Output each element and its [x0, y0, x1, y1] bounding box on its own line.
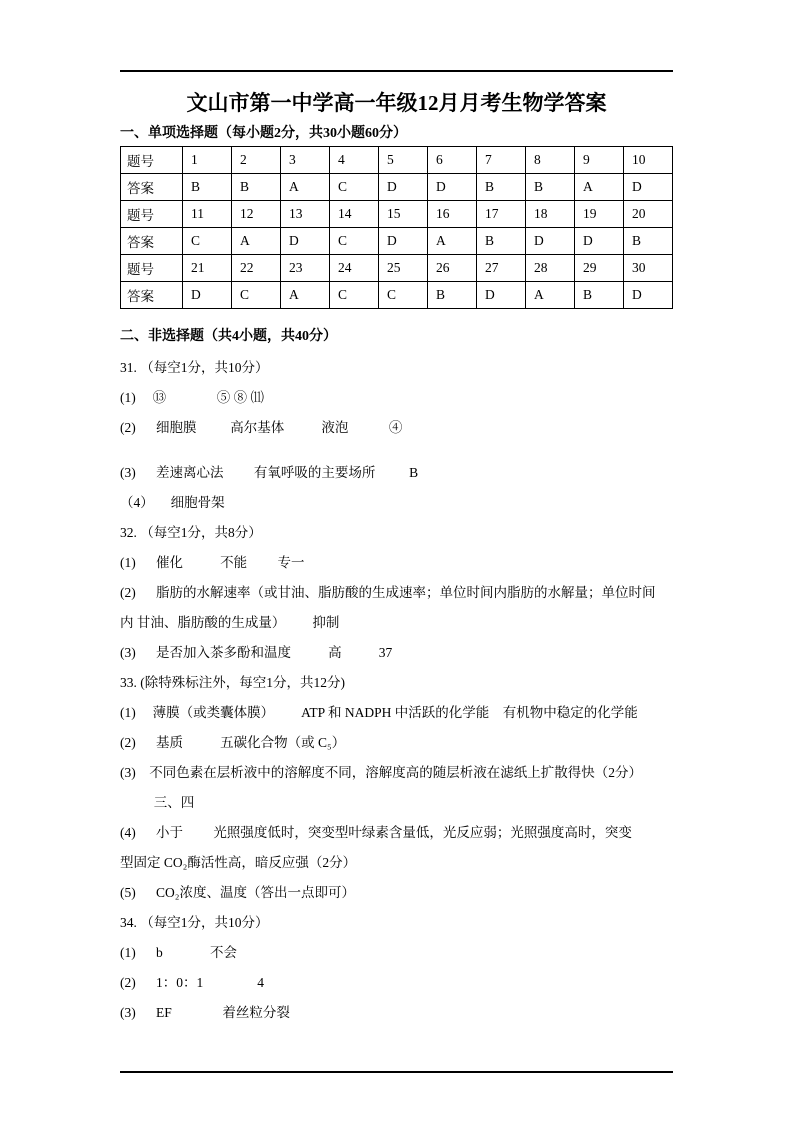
- question-number-cell: 20: [624, 201, 673, 228]
- question-number-cell: 15: [379, 201, 428, 228]
- question-number-cell: 28: [526, 255, 575, 282]
- table-row: [121, 147, 673, 174]
- answer-cell: A: [526, 282, 575, 309]
- question-number-cell: 6: [428, 147, 477, 174]
- question-number-cell: 30: [624, 255, 673, 282]
- answer-line-q32-3: (3) 是否加入茶多酚和温度 高 37: [120, 645, 393, 660]
- question-number-cell: 1: [183, 147, 232, 174]
- section2-heading: 二、非选择题（共4小题，共40分）: [120, 329, 337, 344]
- question-number-cell: 29: [575, 255, 624, 282]
- answer-line-q32-1: (1) 催化 不能 专一: [120, 555, 305, 570]
- answer-cell: C: [330, 282, 379, 309]
- question-number-cell: 22: [232, 255, 281, 282]
- answer-cell: B: [477, 174, 526, 201]
- footer-rule: [120, 1071, 673, 1073]
- row-label-cell: 答案: [121, 228, 183, 255]
- answer-line-q31-1: (1) ⑬ ⑤ ⑧ ⑾: [120, 390, 264, 405]
- question-number-cell: 24: [330, 255, 379, 282]
- question-number-cell: 14: [330, 201, 379, 228]
- question-number-cell: 27: [477, 255, 526, 282]
- answer-cell: A: [232, 228, 281, 255]
- question-number-cell: 2: [232, 147, 281, 174]
- answer-cell: D: [281, 228, 330, 255]
- question-number-cell: 18: [526, 201, 575, 228]
- question-number-cell: 26: [428, 255, 477, 282]
- answer-line-q33-4-cont: 型固定 CO₂酶活性高，暗反应强（2分）: [120, 855, 357, 870]
- answer-cell: C: [330, 228, 379, 255]
- answer-cell: D: [526, 228, 575, 255]
- question-number-cell: 21: [183, 255, 232, 282]
- answer-cell: A: [281, 282, 330, 309]
- answer-cell: C: [379, 282, 428, 309]
- question-number-cell: 3: [281, 147, 330, 174]
- table-row: [121, 255, 673, 282]
- answer-cell: D: [379, 228, 428, 255]
- answer-line-q31-3: (3) 差速离心法 有氧呼吸的主要场所 B: [120, 465, 419, 480]
- answer-line-q31-2: (2) 细胞膜 高尔基体 液泡 ④: [120, 420, 403, 435]
- answer-line-q33-3: (3) 不同色素在层析液中的溶解度不同，溶解度高的随层析液在滤纸上扩散得快（2分）: [120, 765, 642, 780]
- answer-cell: B: [575, 282, 624, 309]
- answer-line-q33-4: (4) 小于 光照强度低时，突变型叶绿素含量低，光反应弱；光照强度高时，突变: [120, 825, 632, 840]
- answer-line-q34-header: 34. （每空1分，共10分）: [120, 915, 269, 930]
- answer-line-q32-header: 32. （每空1分，共8分）: [120, 525, 262, 540]
- question-number-cell: 4: [330, 147, 379, 174]
- answer-line-q32-2: (2) 脂肪的水解速率（或甘油、脂肪酸的生成速率；单位时间内脂肪的水解量；单位时间: [120, 585, 656, 600]
- answer-cell: C: [183, 228, 232, 255]
- answer-table: [120, 146, 673, 309]
- question-number-cell: 16: [428, 201, 477, 228]
- question-number-cell: 13: [281, 201, 330, 228]
- answer-cell: D: [428, 174, 477, 201]
- answer-cell: D: [477, 282, 526, 309]
- answer-cell: A: [281, 174, 330, 201]
- page-title: 文山市第一中学高一年级12月月考生物学答案: [186, 91, 607, 115]
- table-row: [121, 228, 673, 255]
- answer-cell: B: [526, 174, 575, 201]
- answer-cell: D: [379, 174, 428, 201]
- question-number-cell: 23: [281, 255, 330, 282]
- question-number-cell: 7: [477, 147, 526, 174]
- question-number-cell: 12: [232, 201, 281, 228]
- question-number-cell: 10: [624, 147, 673, 174]
- answer-cell: A: [428, 228, 477, 255]
- table-row: [121, 174, 673, 201]
- answer-cell: C: [330, 174, 379, 201]
- free-response-answers: [120, 353, 673, 1028]
- row-label-cell: 答案: [121, 282, 183, 309]
- answer-line-q33-5: (5) CO₂浓度、温度（答出一点即可）: [120, 885, 355, 900]
- row-label-cell: 题号: [121, 201, 183, 228]
- answer-line-q34-2: (2) 1：0：1 4: [120, 975, 264, 990]
- question-number-cell: 8: [526, 147, 575, 174]
- answer-cell: D: [624, 174, 673, 201]
- answer-cell: D: [624, 282, 673, 309]
- answer-cell: D: [575, 228, 624, 255]
- answer-cell: B: [428, 282, 477, 309]
- table-row: [121, 201, 673, 228]
- answer-cell: B: [232, 174, 281, 201]
- answer-line-q33-header: 33. (除特殊标注外，每空1分，共12分): [120, 675, 345, 690]
- row-label-cell: 题号: [121, 147, 183, 174]
- answer-line-q34-3: (3) EF 着丝粒分裂: [120, 1005, 290, 1020]
- question-number-cell: 19: [575, 201, 624, 228]
- answer-line-q33-3-cont: 三、四: [120, 795, 195, 810]
- answer-line-q33-1: (1) 薄膜（或类囊体膜） ATP 和 NADPH 中活跃的化学能 有机物中稳定的化学能: [120, 705, 638, 720]
- answer-cell: C: [232, 282, 281, 309]
- answer-cell: B: [477, 228, 526, 255]
- answer-line-q31-header: 31. （每空1分，共10分）: [120, 360, 269, 375]
- answer-cell: B: [183, 174, 232, 201]
- document-content: [120, 72, 673, 1028]
- answer-cell: D: [183, 282, 232, 309]
- answer-cell: A: [575, 174, 624, 201]
- answer-line-q34-1: (1) b 不会: [120, 945, 237, 960]
- row-label-cell: 答案: [121, 174, 183, 201]
- table-row: [121, 282, 673, 309]
- section1-heading: 一、单项选择题（每小题2分，共30小题60分）: [120, 126, 407, 141]
- question-number-cell: 5: [379, 147, 428, 174]
- question-number-cell: 17: [477, 201, 526, 228]
- answer-line-q33-2: (2) 基质 五碳化合物（或 C₅）: [120, 735, 346, 750]
- row-label-cell: 题号: [121, 255, 183, 282]
- answer-line-q31-4: （4） 细胞骨架: [120, 495, 225, 510]
- question-number-cell: 9: [575, 147, 624, 174]
- question-number-cell: 11: [183, 201, 232, 228]
- answer-cell: B: [624, 228, 673, 255]
- answer-line-q32-2-cont: 内 甘油、脂肪酸的生成量） 抑制: [120, 615, 340, 630]
- question-number-cell: 25: [379, 255, 428, 282]
